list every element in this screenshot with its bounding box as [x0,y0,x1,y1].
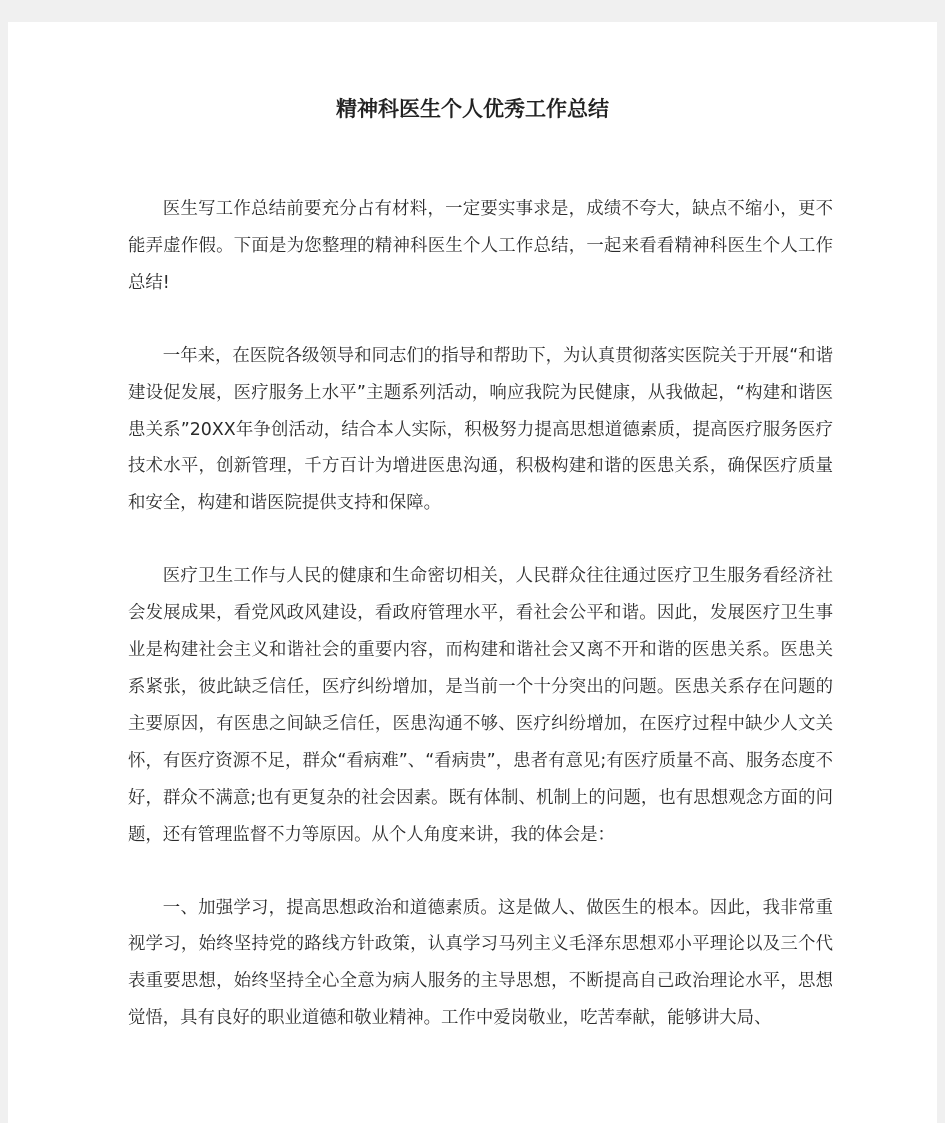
document-body [128,191,833,1073]
paragraph-year-overview: 一年来，在医院各级领导和同志们的指导和帮助下，为认真贯彻落实医院关于开展“和谐建设促发展，医疗服务上水平”主题系列活动，响应我院为民健康，从我做起，“构建和谐医患关系”20XX年争创活动，结合本人实际，积极努力提高思想道德素质，提高医疗服务医疗技术水平，创新管理，千方百计为增进医患沟通，积极构建和谐的医患关系，确保医疗质量和安全，构建和谐医院提供支持和保障。 [128,345,833,514]
document-title: 精神科医生个人优秀工作总结 [336,97,609,121]
paragraph-section-one: 一、加强学习，提高思想政治和道德素质。这是做人、做医生的根本。因此，我非常重视学习，始终坚持党的路线方针政策，认真学习马列主义毛泽东思想邓小平理论以及三个代表重要思想，始终坚持全心全意为病人服务的主导思想，不断提高自己政治理论水平，思想觉悟，具有良好的职业道德和敬业精神。工作中爱岗敬业，吃苦奉献，能够讲大局、 [128,897,833,1029]
paragraph-intro: 医生写工作总结前要充分占有材料，一定要实事求是，成绩不夸大，缺点不缩小，更不能弄虚作假。下面是为您整理的精神科医生个人工作总结，一起来看看精神科医生个人工作总结! [128,199,833,293]
paragraph-doctor-patient-relations: 医疗卫生工作与人民的健康和生命密切相关，人民群众往往通过医疗卫生服务看经济社会发展成果，看党风政风建设，看政府管理水平，看社会公平和谐。因此，发展医疗卫生事业是构建社会主义和谐社会的重要内容，而构建和谐社会又离不开和谐的医患关系。医患关系紧张，彼此缺乏信任，医疗纠纷增加，是当前一个十分突出的问题。医患关系存在问题的主要原因，有医患之间缺乏信任，医患沟通不够、医疗纠纷增加，在医疗过程中缺少人文关怀，有医疗资源不足，群众“看病难”、“看病贵”，患者有意见;有医疗质量不高、服务态度不好，群众不满意;也有更复杂的社会因素。既有体制、机制上的问题，也有思想观念方面的问题，还有管理监督不力等原因。从个人角度来讲，我的体会是： [128,566,833,845]
